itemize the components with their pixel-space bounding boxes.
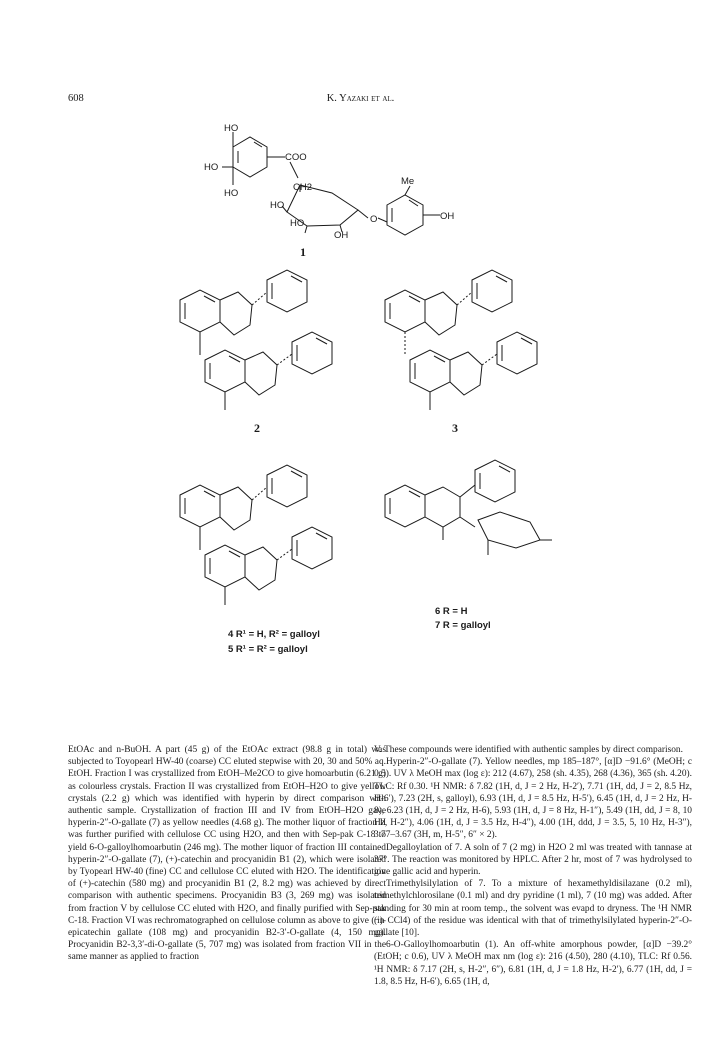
right-column: [374, 744, 692, 988]
compound-1-number: 1: [300, 245, 306, 259]
c1-o-link: O: [370, 214, 378, 225]
page-number: 608: [68, 93, 84, 104]
left-column: [68, 744, 386, 964]
compound-3-structure: [385, 270, 537, 410]
c1-me: Me: [401, 176, 415, 187]
c1-ho-left: HO: [204, 162, 219, 173]
right-para-4: Trimethylsilylation of 7. To a mixture of hexamethyldisilazane (0.2 ml), trimethylchlorosilane (0.1 ml) and dry pyridine (1 ml), 7 (10 mg) was added. After standing for 30 min at room temp., the solvent was evapd to dryness. The ¹H NMR (in CCl4) of the residue was identical with that of trimethylsilylated hyperin-2″-O-gallate [10].: [374, 879, 692, 939]
c1-coo: COO: [285, 152, 307, 163]
right-para-1: V. These compounds were identified with authentic samples by direct comparison.: [374, 745, 683, 755]
compound-6-7-structure: [385, 460, 552, 555]
c1-ho-3: HO: [290, 218, 305, 229]
c1-ho-4: HO: [270, 200, 285, 211]
compound-3-number: 3: [452, 421, 458, 435]
compound-2-structure: [180, 270, 332, 410]
legend-compound-6: 6 R = H: [435, 606, 468, 617]
c1-ho-top: HO: [224, 123, 239, 134]
c1-ch2: CH2: [293, 182, 313, 193]
right-para-2: Hyperin-2″-O-gallate (7). Yellow needles, mp 185–187°, [α]D −91.6° (MeOH; c 0.5). UV λ MeOH max (log ε): 212 (4.67), 258 (sh. 4.35), 268 (4.36), 365 (sh. 4.20). TLC: Rf 0.30. ¹H NMR: δ 7.82 (1H, d, J = 2 Hz, H-2′), 7.71 (1H, dd, J = 2, 8.5 Hz, H-6′), 7.23 (2H, s, galloyl), 6.93 (1H, d, J = 8.5 Hz, H-5′), 6.45 (1H, d, J = 2 Hz, H-8), 6.23 (1H, d, J = 2 Hz, H-6), 5.93 (1H, d, J = 8 Hz, H-1″), 5.49 (1H, dd, J = 8, 10 Hz, H-2″), 4.06 (1H, d, J = 3.5 Hz, H-4″), 4.00 (1H, ddd, J = 3.5, 5, 10 Hz, H-3″), 3.77–3.67 (3H, m, H-5″, 6″ × 2).: [374, 757, 692, 841]
c1-ho-bottom: HO: [224, 188, 239, 199]
compound-4-5-structure: [180, 465, 332, 605]
running-head: K. Yazaki et al.: [326, 93, 395, 104]
left-column-text: EtOAc and n-BuOH. A part (45 g) of the EtOAc extract (98.8 g in total) was subjected to Toyopearl HW-40 (coarse) CC eluted stepwise with 20, 30 and 50% aq. EtOH. Fraction I was crystallized from EtOH–Me2CO to give homoarbutin (6.21 g) as colourless crystals. Fraction II was crystallized from EtOH–H2O to give yellow crystals (2.2 g) which was identified with hyperin by direct comparison with authentic sample. Crystallization of fraction III and IV from EtOH–H2O gave hyperin-2″-O-gallate (7) as yellow needles (4.68 g). The mother liquor of fraction II was further purified with cellulose CC using H2O, and then with Sep-pak C-18 to yield 6-O-galloylhomoarbutin (246 mg). The mother liquor of fraction III contained hyperin-2″-O-gallate (7), (+)-catechin and procyanidin B1 (2), which were isolated by Tyopearl HW-40 (fine) CC and cellulose CC eluted with H2O. The identification of (+)-catechin (580 mg) and procyanidin B1 (2, 8.2 mg) was achieved by direct comparison with authentic specimens. Procyanidin B3 (3, 269 mg) was isolated from fraction V by cellulose CC eluted with H2O, and finally purified with Sep-pak C-18. Fraction VI was rechromatographed on cellulose column as above to give (−)-epicatechin gallate (108 mg) and procyanidin B2-3′-O-gallate (4, 150 mg). Procyanidin B2-3,3′-di-O-gallate (5, 707 mg) was isolated from fraction VII in the same manner as applied to fraction: [68, 745, 386, 963]
compound-2-number: 2: [254, 421, 260, 435]
c1-oh-2: OH: [334, 230, 349, 241]
legend-compound-4: 4 R¹ = H, R² = galloyl: [228, 629, 320, 640]
legend-compound-5: 5 R¹ = R² = galloyl: [228, 644, 308, 655]
right-para-5: 6-O-Galloylhomoarbutin (1). An off-white amorphous powder, [α]D −39.2° (EtOH; c 0.6), UV λ MeOH max nm (log ε): 216 (4.50), 280 (4.10), TLC: Rf 0.56. ¹H NMR: δ 7.17 (2H, s, H-2″, 6″), 6.81 (1H, d, J = 1.8 Hz, H-2′), 6.77 (1H, dd, J = 1.8, 8.5 Hz, H-6′), 6.65 (1H, d,: [374, 940, 692, 987]
c1-oh-phenol: OH: [440, 211, 455, 222]
right-para-3: Degalloylation of 7. A soln of 7 (2 mg) in H2O 2 ml was treated with tannase at 37°. The reaction was monitored by HPLC. After 2 hr, most of 7 was hydrolysed to give gallic acid and hyperin.: [374, 842, 692, 878]
legend-compound-7: 7 R = galloyl: [435, 620, 491, 631]
